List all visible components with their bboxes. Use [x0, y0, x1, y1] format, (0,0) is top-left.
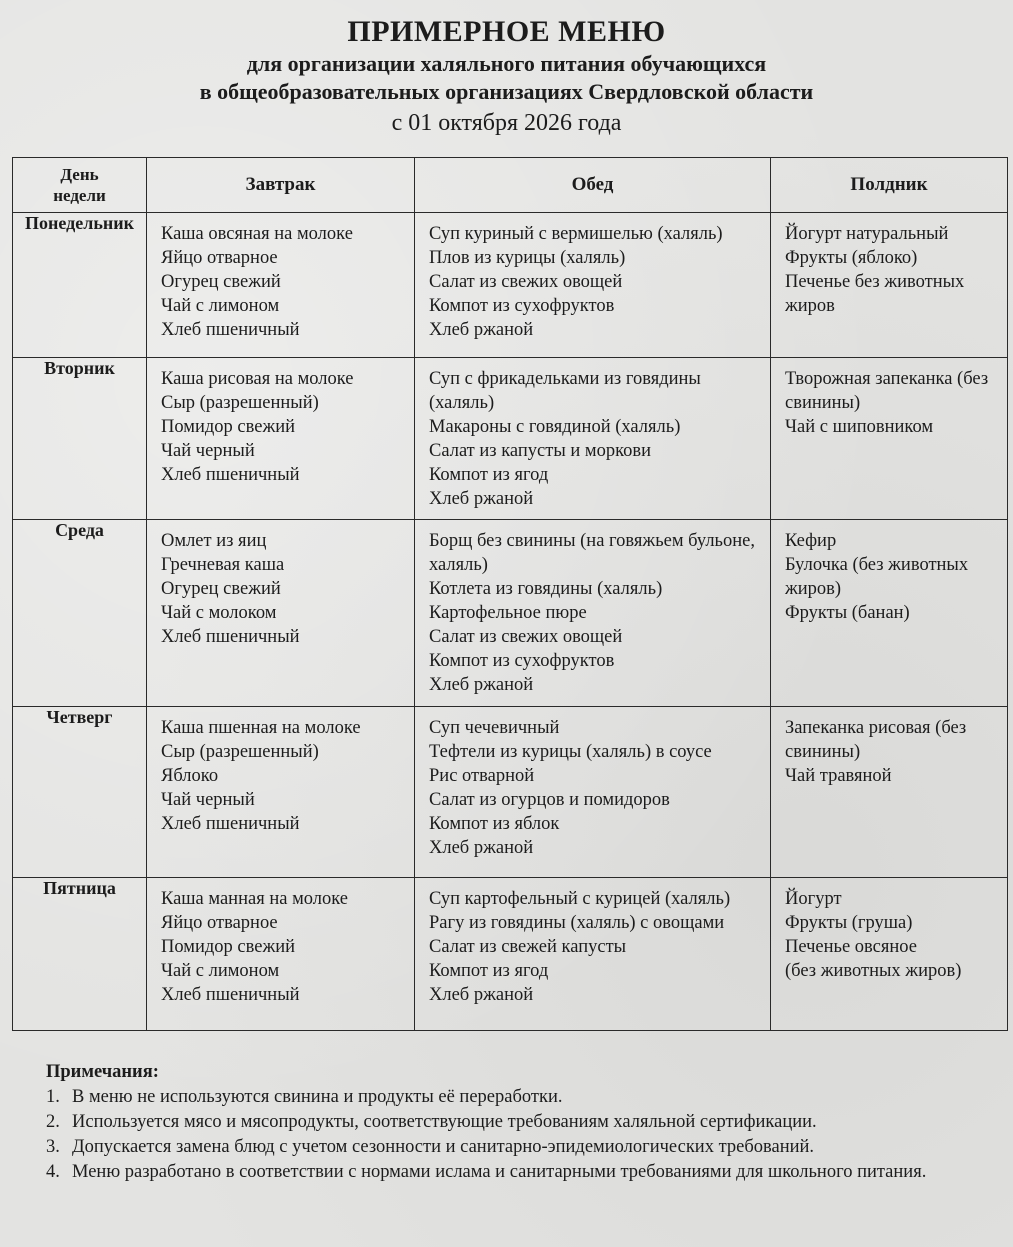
lunch-dish: Салат из свежих овощей: [429, 627, 623, 647]
snack-dish: Чай травяной: [785, 766, 892, 786]
header-day-line2: недели: [53, 186, 106, 205]
snack-cell: [771, 358, 1008, 520]
header-day-of-week: [13, 158, 147, 213]
snack-dish: Печенье без животных жиров: [785, 272, 965, 316]
lunch-dish: Хлеб ржаной: [429, 489, 534, 509]
table-header-row: [13, 158, 1008, 213]
note-number: 1.: [46, 1087, 60, 1107]
lunch-cell: [415, 707, 771, 878]
note-item: [46, 1135, 986, 1160]
snack-dish: Чай с шиповником: [785, 417, 934, 437]
breakfast-cell: [147, 213, 415, 358]
header-day-line1: День: [60, 165, 99, 184]
note-text: Допускается замена блюд с учетом сезонности и санитарно-эпидемиологических требований.: [72, 1137, 815, 1157]
note-text: Меню разработано в соответствии с нормами ислама и санитарными требованиями для школьного питания.: [72, 1162, 927, 1182]
lunch-dish: Компот из яблок: [429, 814, 560, 834]
day-cell: Четверг: [13, 707, 147, 878]
note-item: [46, 1160, 986, 1185]
notes-section: [46, 1060, 986, 1185]
breakfast-cell: [147, 520, 415, 707]
lunch-dish: Суп куриный с вермишелью (халяль): [429, 224, 723, 244]
header-snack: Полдник: [771, 158, 1008, 213]
note-item: [46, 1110, 986, 1135]
breakfast-dish: Огурец свежий: [161, 272, 281, 292]
lunch-dish: Рагу из говядины (халяль) с овощами: [429, 913, 725, 933]
breakfast-dish: Хлеб пшеничный: [161, 465, 300, 485]
breakfast-dish: Хлеб пшеничный: [161, 627, 300, 647]
breakfast-dish: Каша рисовая на молоке: [161, 369, 354, 389]
lunch-cell: [415, 878, 771, 1031]
lunch-dish: Хлеб ржаной: [429, 985, 534, 1005]
breakfast-cell: [147, 878, 415, 1031]
breakfast-dish: Сыр (разрешенный): [161, 393, 319, 413]
lunch-dish: Суп картофельный с курицей (халяль): [429, 889, 731, 909]
lunch-dish: Хлеб ржаной: [429, 838, 534, 858]
breakfast-dish: Яйцо отварное: [161, 248, 278, 268]
breakfast-dish: Чай черный: [161, 790, 255, 810]
lunch-cell: [415, 358, 771, 520]
day-cell: Пятница: [13, 878, 147, 1031]
breakfast-dish: Хлеб пшеничный: [161, 814, 300, 834]
lunch-dish: Плов из курицы (халяль): [429, 248, 626, 268]
table-row: [13, 213, 1008, 358]
lunch-dish: Тефтели из курицы (халяль) в соусе: [429, 742, 712, 762]
breakfast-dish: Омлет из яиц: [161, 531, 267, 551]
notes-list: [46, 1085, 986, 1185]
note-number: 2.: [46, 1112, 60, 1132]
lunch-dish: Салат из свежих овощей: [429, 272, 623, 292]
snack-dish: Булочка (без животных жиров): [785, 555, 969, 599]
lunch-dish: Хлеб ржаной: [429, 675, 534, 695]
header-breakfast: Завтрак: [147, 158, 415, 213]
lunch-dish: Компот из сухофруктов: [429, 296, 615, 316]
snack-dish: Фрукты (яблоко): [785, 248, 918, 268]
document-subtitle-line2: в общеобразовательных организациях Свердловской области: [199, 79, 814, 104]
breakfast-dish: Яблоко: [161, 766, 219, 786]
lunch-cell: [415, 213, 771, 358]
lunch-dish: Компот из сухофруктов: [429, 651, 615, 671]
lunch-dish: Борщ без свинины (на говяжьем бульоне, халяль): [429, 531, 755, 575]
header-lunch: Обед: [415, 158, 771, 213]
snack-dish: Йогурт натуральный: [785, 224, 949, 244]
lunch-cell: [415, 520, 771, 707]
lunch-dish: Котлета из говядины (халяль): [429, 579, 663, 599]
document-date: с 01 октября 2026 года: [391, 110, 622, 136]
snack-dish: Фрукты (банан): [785, 603, 910, 623]
document-subtitle-line1: для организации халяльного питания обучающихся: [246, 51, 767, 76]
note-item: [46, 1085, 986, 1110]
lunch-dish: Суп с фрикадельками из говядины (халяль): [429, 369, 701, 413]
snack-cell: [771, 213, 1008, 358]
note-number: 3.: [46, 1137, 60, 1157]
document-header: [0, 14, 1013, 138]
lunch-dish: Суп чечевичный: [429, 718, 560, 738]
snack-dish: Печенье овсяное: [785, 937, 917, 957]
table-row: [13, 878, 1008, 1031]
snack-dish: Запеканка рисовая (без свинины): [785, 718, 967, 762]
breakfast-dish: Чай черный: [161, 441, 255, 461]
lunch-dish: Хлеб ржаной: [429, 320, 534, 340]
breakfast-dish: Чай с молоком: [161, 603, 277, 623]
breakfast-dish: Чай с лимоном: [161, 961, 280, 981]
breakfast-dish: Яйцо отварное: [161, 913, 278, 933]
table-row: [13, 707, 1008, 878]
lunch-dish: Салат из капусты и моркови: [429, 441, 652, 461]
snack-dish: Творожная запеканка (без свинины): [785, 369, 989, 413]
day-cell: Среда: [13, 520, 147, 707]
table-row: [13, 358, 1008, 520]
table-row: [13, 520, 1008, 707]
lunch-dish: Компот из ягод: [429, 465, 549, 485]
note-text: В меню не используются свинина и продукты её переработки.: [72, 1087, 563, 1107]
breakfast-dish: Сыр (разрешенный): [161, 742, 319, 762]
lunch-dish: Компот из ягод: [429, 961, 549, 981]
lunch-dish: Рис отварной: [429, 766, 535, 786]
lunch-dish: Макароны с говядиной (халяль): [429, 417, 681, 437]
breakfast-cell: [147, 707, 415, 878]
lunch-dish: Салат из огурцов и помидоров: [429, 790, 670, 810]
document-title: ПРИМЕРНОЕ МЕНЮ: [347, 15, 666, 48]
lunch-dish: Картофельное пюре: [429, 603, 587, 623]
lunch-dish: Салат из свежей капусты: [429, 937, 627, 957]
snack-cell: [771, 707, 1008, 878]
breakfast-dish: Каша овсяная на молоке: [161, 224, 353, 244]
snack-cell: [771, 878, 1008, 1031]
snack-cell: [771, 520, 1008, 707]
menu-table-body: [13, 213, 1008, 1031]
breakfast-cell: [147, 358, 415, 520]
note-text: Используется мясо и мясопродукты, соответствующие требованиям халяльной сертификации.: [72, 1112, 817, 1132]
menu-table: [12, 157, 1008, 1031]
notes-title: Примечания:: [46, 1062, 159, 1082]
breakfast-dish: Хлеб пшеничный: [161, 320, 300, 340]
breakfast-dish: Хлеб пшеничный: [161, 985, 300, 1005]
breakfast-dish: Гречневая каша: [161, 555, 285, 575]
note-number: 4.: [46, 1162, 60, 1182]
day-cell: Вторник: [13, 358, 147, 520]
day-cell: Понедельник: [13, 213, 147, 358]
snack-dish: Йогурт: [785, 889, 842, 909]
breakfast-dish: Помидор свежий: [161, 417, 296, 437]
breakfast-dish: Огурец свежий: [161, 579, 281, 599]
breakfast-dish: Помидор свежий: [161, 937, 296, 957]
breakfast-dish: Каша пшенная на молоке: [161, 718, 361, 738]
breakfast-dish: Каша манная на молоке: [161, 889, 348, 909]
snack-dish: (без животных жиров): [785, 961, 962, 981]
breakfast-dish: Чай с лимоном: [161, 296, 280, 316]
snack-dish: Фрукты (груша): [785, 913, 913, 933]
snack-dish: Кефир: [785, 531, 837, 551]
